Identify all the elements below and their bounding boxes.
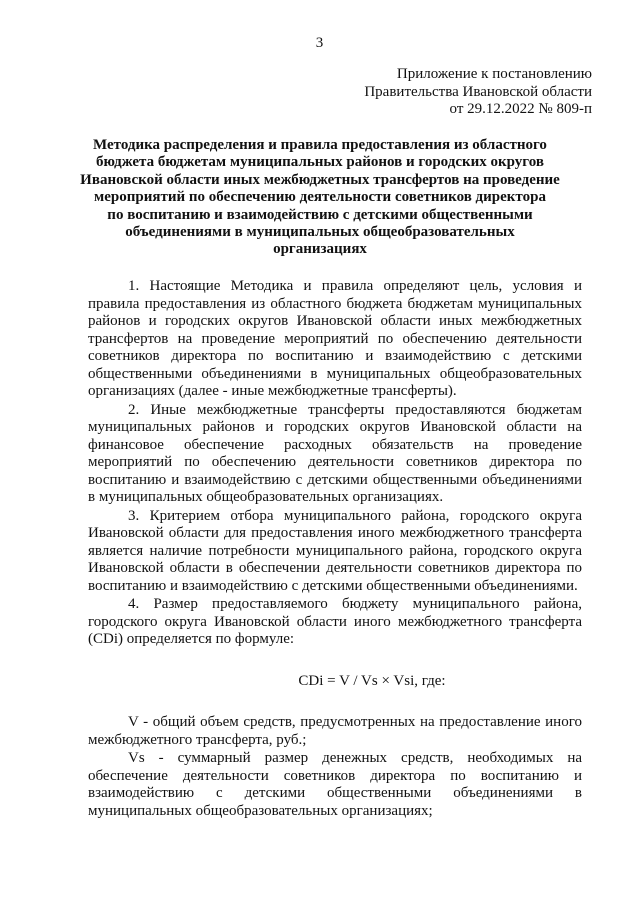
definition-vs: Vs - суммарный размер денежных средств, необходимых на обеспечение деятельности советников директора по воспитанию и взаимодействию с детскими общественными объединениями в муниципальных общеобразовательных организациях; bbox=[88, 750, 582, 819]
definition-v: V - общий объем средств, предусмотренных на предоставление иного межбюджетного трансферта, руб.; bbox=[88, 714, 582, 748]
title-line: Ивановской области иных межбюджетных трансфертов на проведение bbox=[80, 171, 560, 188]
appendix-line-1: Приложение к постановлению bbox=[396, 66, 592, 82]
formula: CDi = V / Vs × Vsi, где: bbox=[298, 672, 446, 689]
title-line: организациях bbox=[273, 241, 367, 258]
paragraph-3: 3. Критерием отбора муниципального района, городского округа Ивановской области для предоставления иного межбюджетного трансферта является наличие потребности муниципального района, городского округа Ивановской области в обеспечении деятельности советников директора по воспитанию и взаимодействию с детскими общественными объединениями. bbox=[88, 507, 582, 594]
appendix-header bbox=[292, 66, 592, 119]
title-line: Методика распределения и правила предоставления из областного bbox=[93, 137, 547, 153]
paragraph-1: 1. Настоящие Методика и правила определяют цель, условия и правила предоставления из областного бюджета бюджетам муниципальных районов и городских округов Ивановской области иных межбюджетных трансфертов на проведение мероприятий по обеспечению деятельности советников директора по воспитанию и взаимодействию с детскими общественными объединениями в муниципальных общеобразовательных организациях (далее - иные межбюджетные трансферты). bbox=[88, 278, 582, 399]
title-line: бюджета бюджетам муниципальных районов и городских округов bbox=[96, 154, 544, 171]
title-line: по воспитанию и взаимодействию с детскими общественными bbox=[107, 206, 533, 223]
document-title bbox=[80, 137, 560, 259]
title-line: мероприятий по обеспечению деятельности советников директора bbox=[94, 189, 546, 206]
appendix-line-3: от 29.12.2022 № 809-п bbox=[449, 101, 592, 117]
page-number: 3 bbox=[315, 35, 324, 51]
appendix-line-2: Правительства Ивановской области bbox=[364, 83, 592, 100]
paragraph-2: 2. Иные межбюджетные трансферты предоставляются бюджетам муниципальных районов и городских округов Ивановской области на финансовое обеспечение расходных обязательств на проведение мероприятий по обеспечению деятельности советников директора по воспитанию и взаимодействию с детскими общественными объединениями в муниципальных общеобразовательных организациях. bbox=[88, 401, 582, 505]
title-line: объединениями в муниципальных общеобразовательных bbox=[125, 224, 515, 241]
paragraph-4: 4. Размер предоставляемого бюджету муниципального района, городского округа Ивановской области иного межбюджетного трансферта (CDi) определяется по формуле: bbox=[88, 596, 582, 647]
document-body bbox=[88, 278, 582, 820]
